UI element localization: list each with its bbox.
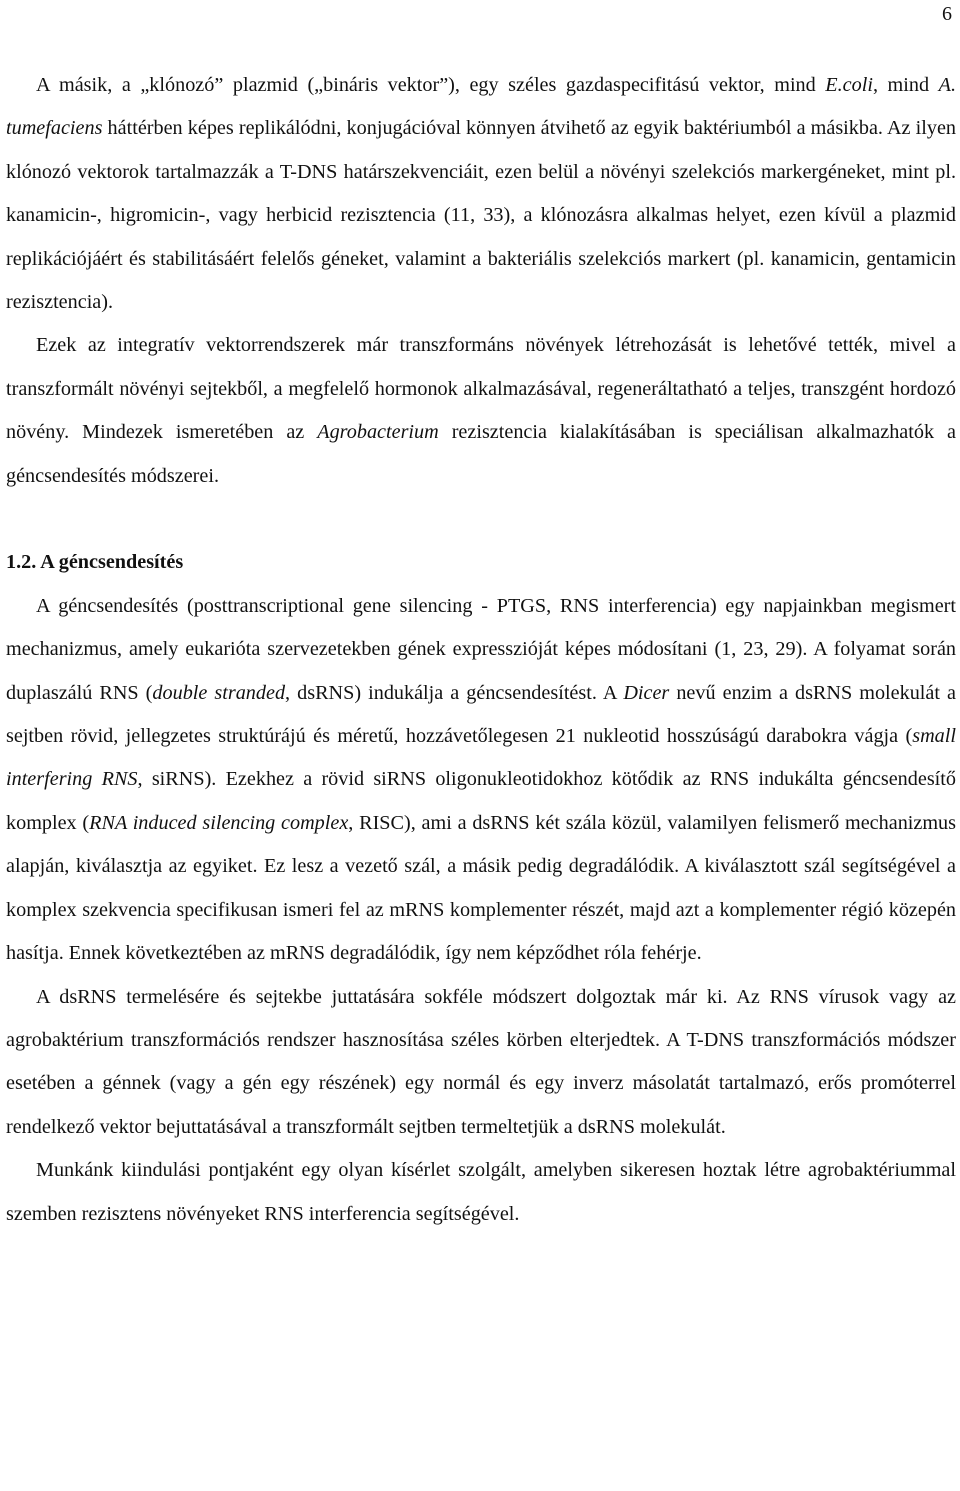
text-run: , mind [872,74,939,96]
text-run: , RISC), ami a dsRNS két szála közül, valamilyen felismerő mechanizmus alapján, kiválasztja az egyiket. Ez lesz a vezető szál, a másik pedig degradálódik. A kiválasztott szál segítségével a komplex szekvencia specifikusan ismeri fel az mRNS komplementer részét, majd azt a komplementer régió közepén hasítja. Ennek következtében az mRNS degradálódik, így nem képződhet róla fehérje. [6,811,957,965]
text-run: , siRNS). Ezekhez a rövid siRNS oligonukleotidokhoz kötődik az RNS indukálta géncsendesítő komplex ( [6,768,956,834]
text-run: nevű enzim a dsRNS molekulát a sejtben rövid, jellegzetes struktúrájú és méretű, hozzávetőlegesen 21 nukleotid hosszúságú darabokra vágja ( [6,681,956,748]
term-small-interfering-rns: small interfering RNS [6,725,956,791]
genus-name-agrobacterium: Agrobacterium [317,421,439,444]
paragraph-starting-point [6,1149,956,1236]
term-double-stranded: double stranded [152,681,286,704]
section-heading: 1.2. A géncsendesítés [6,551,184,574]
text-run: A géncsendesítés (posttranscriptional gene silencing - PTGS, RNS interferencia) egy napjainkban megismert mechanizmus, amely eukarióta szervezetekben gének expresszióját képes módosítani (1, 23, 29). A folyamat során duplaszálú RNS ( [6,594,956,704]
section-spacer [6,498,956,541]
text-run: A dsRNS termelésére és sejtekbe juttatására sokféle módszert dolgoztak már ki. Az RNS vírusok vagy az agrobaktérium transzformációs rendszer hasznosítása széles körben elterjedtek. A T-DNS transzformációs módszer esetében a génnek (vagy a gén egy részének) egy normál és egy inverz másolatát tartalmazó, erős promóterrel rendelkező vektor bejuttatásával a transzformált sejtben termeltetjük a dsRNS molekulát. [6,985,956,1138]
paragraph-binary-vector [6,64,956,324]
page-number: 6 [942,3,952,25]
term-dicer: Dicer [623,681,670,704]
paragraph-dsrns-methods [6,976,956,1150]
text-run: rezisztencia kialakításában is speciálisan alkalmazhatók a géncsendesítés módszerei. [6,421,956,487]
paragraph-integrative-vectors [6,324,956,498]
text-run: , dsRNS) indukálja a géncsendesítést. A [285,681,624,704]
species-name-tumefaciens: A. tumefaciens [6,74,956,140]
document-body [6,64,956,1236]
term-risc: RNA induced silencing complex [89,811,349,834]
paragraph-gene-silencing [6,585,956,976]
text-run: háttérben képes replikálódni, konjugációval könnyen átvihető az egyik baktériumból a másikba. Az ilyen klónozó vektorok tartalmazzák a T-DNS határszekvenciáit, ezen belül a növényi szelekciós markergéneket, mint pl. kanamicin-, higromicin-, vagy herbicid rezisztencia (11, 33), a klónozásra alkalmas helyet, ezen kívül a plazmid replikációjáért és stabilitásáért felelős géneket, valamint a bakteriális szelekciós markert (pl. kanamicin, gentamicin rezisztencia). [6,117,956,314]
text-run: A másik, a „klónozó” plazmid („bináris vektor”), egy széles gazdaspecifitású vektor, mind [36,74,826,96]
species-name-ecoli: E.coli [825,74,873,96]
text-run: Ezek az integratív vektorrendszerek már transzformáns növények létrehozását is lehetővé tették, mivel a transzformált növényi sejtekből, a megfelelő hormonok alkalmazásával, regeneráltatható a teljes, transzgént hordozó növény. Mindezek ismeretében az [6,334,956,444]
text-run: Munkánk kiindulási pontjaként egy olyan kísérlet szolgált, amelyben sikeresen hoztak létre agrobaktériummal szemben rezisztens növényeket RNS interferencia segítségével. [6,1159,956,1225]
